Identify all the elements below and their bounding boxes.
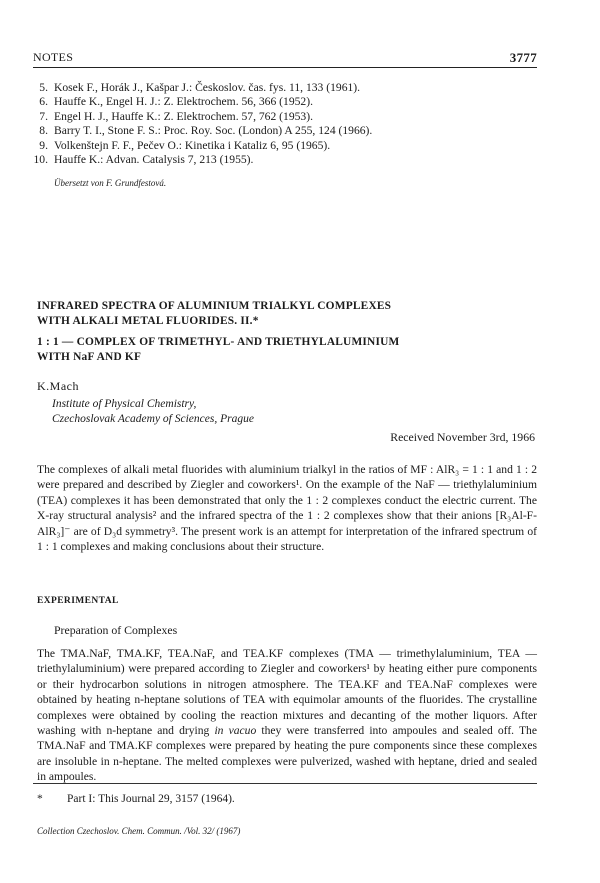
reference-number: 6.	[39, 95, 48, 109]
reference-item	[33, 124, 537, 138]
running-header	[33, 50, 537, 66]
section-heading: EXPERIMENTAL	[37, 596, 119, 606]
body-text-part: they were transferred into ampoules and sealed off. The TMA.NaF and TMA.KF complexes were prepared by heating the pure components since these complexes are insoluble in n-heptane. The melted complexes were pulverized, washed with heptane, dried and sealed in ampoules.	[37, 724, 537, 784]
title-line: INFRARED SPECTRA OF ALUMINIUM TRIALKYL COMPLEXES	[37, 300, 392, 312]
footnote-mark: *	[37, 793, 43, 805]
footnote-rule	[33, 783, 537, 784]
article-title	[37, 299, 537, 328]
footnote	[37, 793, 235, 805]
received-date: Received November 3rd, 1966	[390, 430, 535, 444]
abstract-paragraph: The complexes of alkali metal fluorides with aluminium trialkyl in the ratios of MF : AlR₃ = 1 : 1 and 1 : 2 were prepared and described by Ziegler and coworkers¹. On the example of the NaF — triethylaluminium (TEA) complexes it has been demonstrated that only the 1 : 2 complexes conduct the electric current. The X-ray structural analysis² and the infrared spectra of the 1 : 2 complexes show that their anions [R₃Al-F-AlR₃]⁻ are of D₃d symmetry³. The present work is an attempt for interpretation of the infrared spectrum of 1 : 1 complexes and making conclusions about their structure.	[37, 463, 537, 554]
reference-item	[33, 81, 537, 95]
body-paragraph	[37, 646, 537, 785]
translator-credit: Übersetzt von F. Grundfestová.	[54, 178, 167, 188]
reference-item	[33, 110, 537, 124]
body-italic-phrase: in vacuo	[214, 724, 257, 738]
affiliation-line: Czechoslovak Academy of Sciences, Prague	[52, 413, 254, 425]
journal-footer: Collection Czechoslov. Chem. Commun. /Vol. 32/ (1967)	[37, 826, 241, 836]
reference-number: 8.	[39, 124, 48, 138]
page-number: 3777	[509, 50, 537, 65]
subsection-heading: Preparation of Complexes	[54, 623, 178, 637]
reference-item	[33, 153, 537, 167]
header-rule	[33, 67, 537, 68]
body-text-part: The TMA.NaF, TMA.KF, TEA.NaF, and TEA.KF complexes (TMA — trimethylaluminium, TEA — triethylaluminium) were prepared according to Ziegler and coworkers¹ by heating either pure components or their hydrocarbon solutions in nitrogen atmosphere. The TEA.KF and TEA.NaF complexes were obtained by heating n-heptane solutions of TEA with equimolar amounts of the fluorides. The crystalline complexes were obtained by cooling the reaction mixtures and decanting of the mother liquors. After washing with n-heptane and drying	[37, 647, 537, 738]
reference-text: Hauffe K., Engel H. J.: Z. Elektrochem. 56, 366 (1952).	[54, 95, 313, 109]
subtitle-line: WITH NaF AND KF	[37, 350, 142, 363]
reference-text: Kosek F., Horák J., Kašpar J.: Českoslov. čas. fys. 11, 133 (1961).	[54, 81, 361, 94]
reference-text: Hauffe K.: Advan. Catalysis 7, 213 (1955).	[54, 153, 254, 167]
affiliation-line: Institute of Physical Chemistry,	[52, 398, 197, 410]
body-text	[37, 646, 537, 785]
article-subtitle	[37, 335, 537, 364]
subtitle-line: 1 : 1 — COMPLEX OF TRIMETHYL- AND TRIETHYLALUMINIUM	[37, 336, 400, 348]
reference-text: Engel H. J., Hauffe K.: Z. Elektrochem. 57, 762 (1953).	[54, 109, 313, 123]
reference-number: 7.	[39, 109, 48, 123]
reference-number: 10.	[33, 153, 48, 167]
reference-number: 9.	[39, 138, 48, 152]
author-affiliation	[52, 397, 254, 427]
reference-text: Volkenštejn F. F., Pečev O.: Kinetika i Kataliz 6, 95 (1965).	[54, 138, 331, 152]
section-label: NOTES	[33, 50, 74, 64]
reference-item	[33, 95, 537, 109]
reference-list	[33, 81, 537, 167]
reference-number: 5.	[39, 81, 48, 94]
author-name: K.Mach	[37, 379, 79, 393]
reference-text: Barry T. I., Stone F. S.: Proc. Roy. Soc. (London) A 255, 124 (1966).	[54, 124, 373, 138]
footnote-text: Part I: This Journal 29, 3157 (1964).	[67, 793, 235, 805]
title-line: WITH ALKALI METAL FLUORIDES. II.*	[37, 314, 259, 327]
reference-item	[33, 139, 537, 153]
